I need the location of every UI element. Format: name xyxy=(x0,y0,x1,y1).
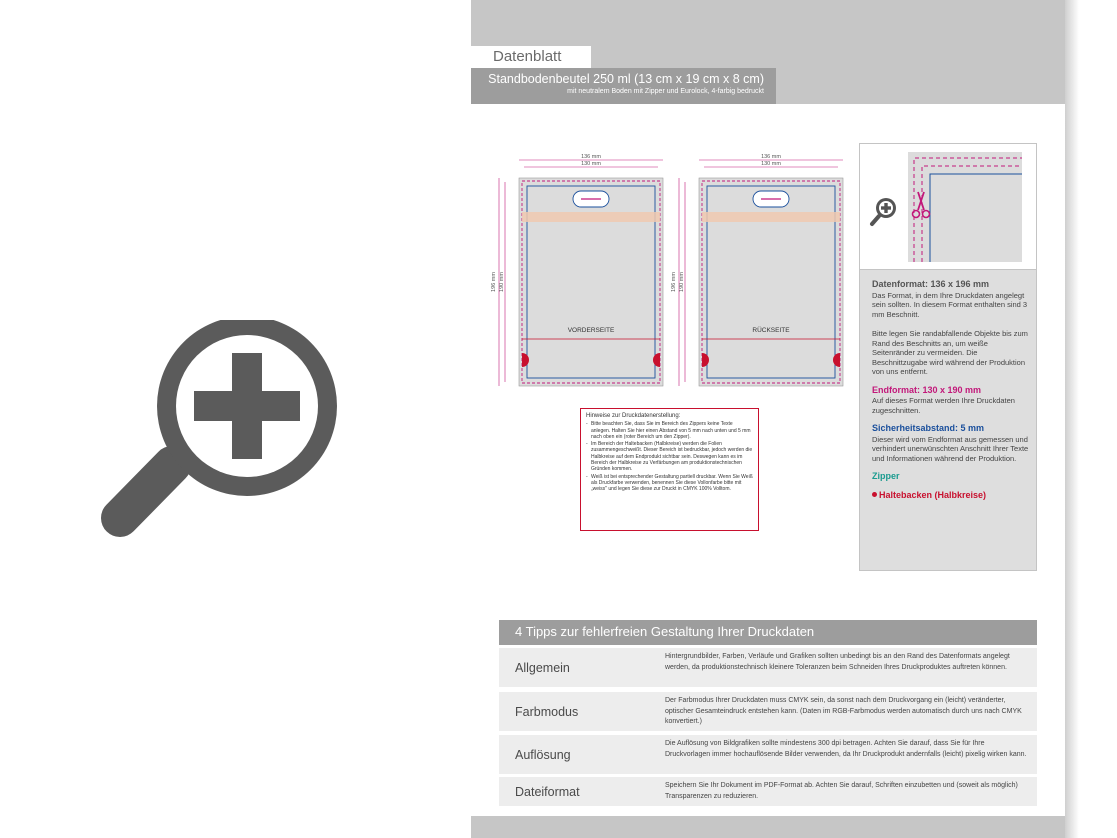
front-height-outer: 196 mm xyxy=(491,272,497,292)
clamp-label: Haltebacken (Halbkreise) xyxy=(879,489,987,500)
zipper-label: Zipper xyxy=(872,471,900,481)
back-height-outer: 196 mm xyxy=(671,272,677,292)
hints-list xyxy=(586,421,753,492)
hint-item: - Bitte beachten Sie, dass Sie im Bereich des Zippers keine Texte anlegen. Halten Sie hier einen Abstand von 5 mm nach unten und 5 mm nach oben ein (roter Bereich um den Zipper). xyxy=(586,421,753,440)
back-panel xyxy=(671,154,843,386)
zoom-in-icon[interactable] xyxy=(100,320,360,550)
legend-zoom-detail xyxy=(860,144,1036,270)
front-panel xyxy=(491,154,663,386)
tips-row-color-mode xyxy=(499,692,1037,731)
hints-box xyxy=(580,408,759,531)
hint-item: - Weiß ist bei entsprechender Gestaltung partiell druckbar. Wenn Sie Weiß als Druckfarbe verwenden, benennen Sie diese Vollonfarbe bitte mit „weiss" und legen Sie diese zur Druckt in CMYK 100% Volltom. xyxy=(586,474,753,493)
tips-row-general xyxy=(499,648,1037,687)
legend-panel xyxy=(859,143,1037,571)
clamp-legend xyxy=(872,491,1032,501)
doc-tab-label: Datenblatt xyxy=(471,46,591,68)
data-format-text-2: Bitte legen Sie randabfallende Objekte bis zum Rand des Beschnitts an, um weiße Seitenränder zu vermeiden. Die Beschnittzugabe wird während der Produktion von uns entfernt. xyxy=(872,329,1028,376)
back-width-inner: 130 mm xyxy=(761,161,781,167)
tips-row-resolution xyxy=(499,735,1037,774)
back-width-outer: 136 mm xyxy=(761,154,781,160)
product-title: Standbodenbeutel 250 ml (13 cm x 19 cm x 8 cm) xyxy=(488,72,764,86)
datasheet-page xyxy=(471,0,1065,838)
front-label: VORDERSEITE xyxy=(567,327,615,334)
front-width-inner: 130 mm xyxy=(581,161,601,167)
front-height-inner: 190 mm xyxy=(499,272,505,292)
product-subtitle: mit neutralem Boden mit Zipper und Eurolock, 4-farbig bedruckt xyxy=(567,88,764,95)
product-title-box xyxy=(471,68,776,104)
safety-distance-title: Sicherheitsabstand: 5 mm xyxy=(872,423,985,433)
tips-row-text: Hintergrundbilder, Farben, Verläufe und Grafiken sollten unbedingt bis an den Rand des Datenformats angelegt werden, da produktionstechnisch kleinere Toleranzen beim Schneiden Ihres Druckproduktes auftreten können. xyxy=(665,653,1010,671)
tips-row-label: Allgemein xyxy=(515,661,570,675)
tips-header: 4 Tipps zur fehlerfreien Gestaltung Ihrer Druckdaten xyxy=(499,620,1037,645)
technical-drawing xyxy=(491,146,847,396)
tips-row-label: Farbmodus xyxy=(515,705,579,719)
footer-band xyxy=(471,816,1065,838)
half-circle-icon xyxy=(872,492,877,497)
tips-row-text: Speichern Sie Ihr Dokument im PDF-Format ab. Achten Sie darauf, Schriften einzubetten und (soweit als möglich) Transparenzen zu reduzieren. xyxy=(665,782,1018,800)
safety-distance-text: Dieser wird vom Endformat aus gemessen und verhindert unerwünschten Anschnitt Ihrer Texte und Informationen während der Produktion. xyxy=(872,434,1029,463)
tips-row-text: Der Farbmodus Ihrer Druckdaten muss CMYK sein, da sonst nach dem Druckvorgang ein (leicht) veränderter, optischer Gesamteindruck entstehen kann. (Daten im RGB-Farbmodus werden automatisch durch uns nach CMYK konvertiert.) xyxy=(665,697,1022,725)
tips-row-text: Die Auflösung von Bildgrafiken sollte mindestens 300 dpi betragen. Achten Sie darauf, dass Sie für Ihre Druckvorlagen immer hochauflösende Bilder verwenden, da Ihr Druckprodukt andernfalls (leicht) pixelig wirken kann. xyxy=(665,740,1027,758)
hints-title: Hinweise zur Druckdatenerstellung: xyxy=(586,413,681,419)
tips-row-label: Auflösung xyxy=(515,748,571,762)
zoom-in-icon xyxy=(872,198,896,224)
page-shadow xyxy=(1065,0,1079,838)
front-width-outer: 136 mm xyxy=(581,154,601,160)
end-format-title: Endformat: 130 x 190 mm xyxy=(872,384,982,395)
hint-item: - Im Bereich der Haltebacken (Halbkreise) werden die Folien zusammengeschweißt. Dieser Bereich ist bedruckbar, jedoch werden die Halbkreise auf dem Endprodukt sichtbar sein. Deswegen kann es im Bereich der Halbkreise zu Verfärbungen am produktionstechnischen Gründen kommen. xyxy=(586,441,753,472)
legend-body xyxy=(872,280,1032,500)
back-height-inner: 190 mm xyxy=(679,272,685,292)
data-format-title: Datenformat: 136 x 196 mm xyxy=(872,279,990,289)
tips-row-file-format xyxy=(499,777,1037,806)
tips-row-label: Dateiformat xyxy=(515,785,580,799)
end-format-text: Auf dieses Format werden Ihre Druckdaten zugeschnitten. xyxy=(872,396,1015,415)
back-label: RÜCKSEITE xyxy=(752,327,790,334)
data-format-text: Das Format, in dem Ihre Druckdaten angelegt sein sollten. In diesem Format enthalten sind 3 mm Beschnitt. xyxy=(872,290,1028,319)
